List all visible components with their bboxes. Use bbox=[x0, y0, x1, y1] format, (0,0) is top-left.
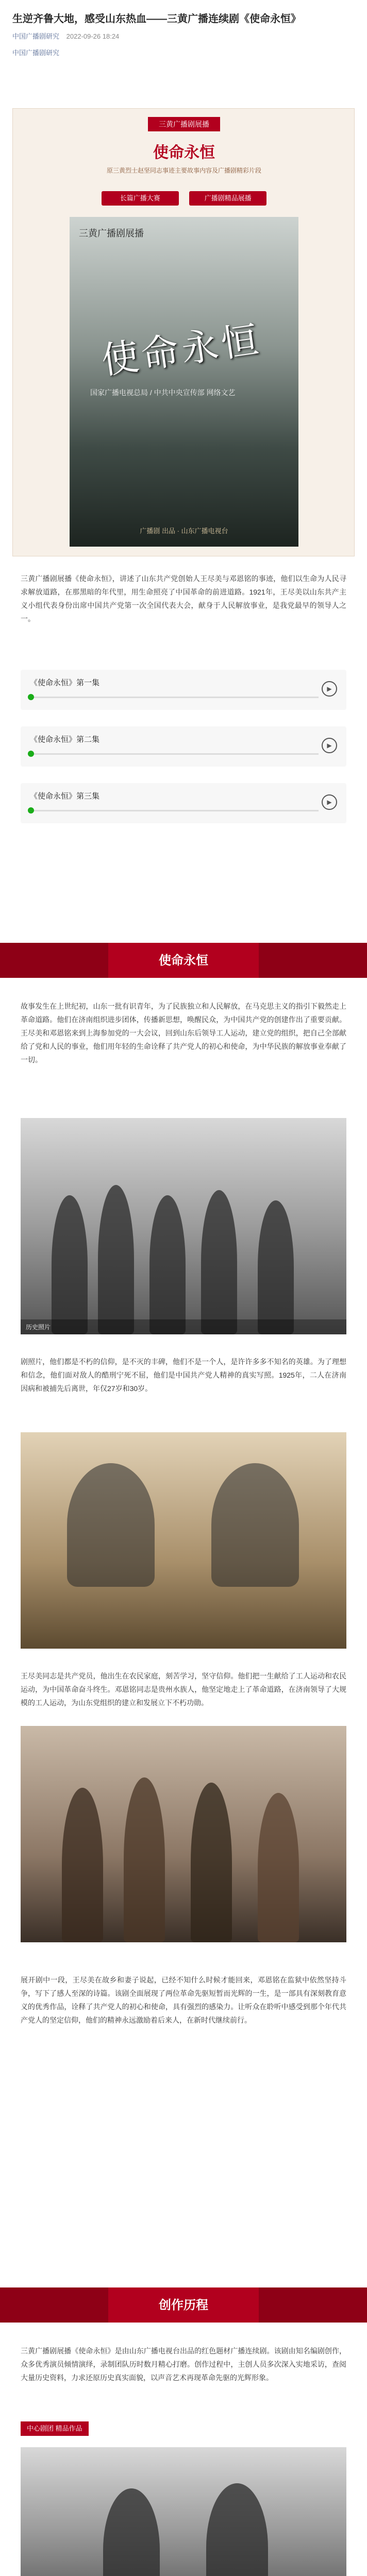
poster-button-2[interactable]: 广播剧精品展播 bbox=[189, 191, 266, 206]
photo-caption: 历史照片 bbox=[21, 1319, 346, 1334]
section2-tag: 中心剧团 精品作品 bbox=[21, 2421, 89, 2436]
publish-date: 2022-09-26 18:24 bbox=[66, 32, 120, 40]
audio-progress-handle[interactable] bbox=[28, 807, 34, 814]
section1-paragraph-4: 展开剧中一段，王尽美在故乡和妻子说起，已经不知什么时候才能回来，邓恩铭在监狱中依然坚持斗争，写下了感人至深的诗篇。该剧全面展现了两位革命先驱短暂而光辉的一生，是一部具有深刻教育意义的优秀作品，诠释了共产党人的初心和使命，具有强烈的感染力。让听众在聆听中感受到那个年代共产党人的坚定信仰，他们的精神永远激励着后来人，在新时代继续前行。 bbox=[21, 1976, 346, 2024]
poster-art-label: 三黄广播剧展播 bbox=[79, 228, 144, 239]
audio-progress-handle[interactable] bbox=[28, 751, 34, 757]
audio-player-2[interactable] bbox=[21, 726, 346, 767]
section2-paragraph: 三黄广播剧展播《使命永恒》是由山东广播电视台出品的红色题材广播连续剧。该剧由知名编剧创作，众多优秀演员倾情演绎，录制团队历时数月精心打磨。创作过程中，主创人员多次深入实地采访，查阅大量历史资料，力求还原历史真实面貌，以声音艺术再现革命先驱的光辉形象。 bbox=[21, 2347, 346, 2382]
section-band-1 bbox=[0, 943, 367, 978]
account-name[interactable]: 中国广播剧研究 bbox=[12, 32, 60, 40]
audio-progress-track[interactable] bbox=[30, 697, 319, 698]
section1-paragraph-1: 故事发生在上世纪初，山东一批有识青年，为了民族独立和人民解放，在马克思主义的指引下毅然走上革命道路。他们在济南组织进步团体，传播新思想，唤醒民众，为中国共产党的创建作出了重要贡献。王尽美和邓恩铭来到上海参加党的一大会议，回到山东后领导工人运动，建立党的组织，把自己全部献给了党和人民的事业，他们用年轻的生命诠释了共产党人的初心和使命，为中华民族的解放事业奉献了一切。 bbox=[21, 1002, 346, 1064]
poster-art-text: 国家广播电视总局 / 中共中央宣传部 网络文艺 bbox=[90, 388, 236, 397]
play-icon[interactable]: ▶ bbox=[322, 794, 337, 810]
source-line[interactable]: 中国广播剧研究 bbox=[12, 49, 60, 57]
section-title: 创作历程 bbox=[159, 2297, 208, 2312]
audio-progress-track[interactable] bbox=[30, 810, 319, 811]
audio-title: 《使命永恒》第二集 bbox=[30, 735, 100, 744]
poster-art-foot: 广播剧 出品 · 山东广播电视台 bbox=[140, 527, 228, 535]
play-icon[interactable]: ▶ bbox=[322, 681, 337, 697]
historical-photo-group bbox=[21, 1118, 346, 1334]
section1-paragraph-2: 剧照片，他们都是不朽的信仰，是不灭的丰碑，他们不是一个人，是许许多多不知名的英雄。为了理想和信念，他们面对敌人的酷刑宁死不屈，他们是中国共产党人精神的真实写照。1925年，二人在济南因病和被捕先后离世，年仅27岁和30岁。 bbox=[21, 1358, 346, 1393]
audio-player-3[interactable] bbox=[21, 783, 346, 823]
poster-subtitle: 原三黄烈士赵坚同志事迹主要故事内容及广播剧精彩片段 bbox=[106, 167, 261, 174]
poster-art-title: 使命永恒 bbox=[98, 317, 264, 383]
audio-player-1[interactable] bbox=[21, 670, 346, 710]
creation-photo-1 bbox=[21, 2447, 346, 2576]
section-band-2 bbox=[0, 2287, 367, 2323]
article-title: 生逆齐鲁大地，感受山东热血——三黄广播连续剧《使命永恒》 bbox=[12, 13, 301, 25]
poster bbox=[12, 108, 355, 556]
poster-buttons bbox=[13, 191, 355, 206]
play-icon[interactable]: ▶ bbox=[322, 738, 337, 753]
section1-paragraph-3: 王尽美同志是共产党员，他出生在农民家庭，刻苦学习，坚守信仰。他们把一生献给了工人运动和农民运动，为中国革命奋斗终生。邓恩铭同志是贵州水族人，他坚定地走上了革命道路，在济南领导了大规模的工人运动，为山东党组织的建立和发展立下不朽功勋。 bbox=[21, 1672, 346, 1707]
poster-title: 使命永恒 bbox=[153, 144, 215, 162]
audio-title: 《使命永恒》第一集 bbox=[30, 679, 100, 687]
poster-artwork bbox=[70, 217, 298, 547]
article-meta bbox=[12, 31, 124, 41]
intro-paragraph: 三黄广播剧展播《使命永恒》，讲述了山东共产党创始人王尽美与邓恩铭的事迹，他们以生命为人民寻求解放道路，在那黑暗的年代里，用生命照亮了中国革命的前进道路。1921年，王尽美以山东共产主义小组代表身份出席中国共产党第一次全国代表大会，献身于人民解放事业，是我党最早的领导人之一。 bbox=[21, 574, 346, 623]
audio-progress-handle[interactable] bbox=[28, 694, 34, 700]
audio-progress-track[interactable] bbox=[30, 753, 319, 755]
section-title: 使命永恒 bbox=[159, 953, 208, 968]
audio-title: 《使命永恒》第三集 bbox=[30, 792, 100, 801]
poster-button-1[interactable]: 长篇广播大赛 bbox=[102, 191, 179, 206]
painting-photo bbox=[21, 1726, 346, 1942]
portrait-photo bbox=[21, 1432, 346, 1649]
poster-tag: 三黄广播剧展播 bbox=[148, 117, 220, 131]
